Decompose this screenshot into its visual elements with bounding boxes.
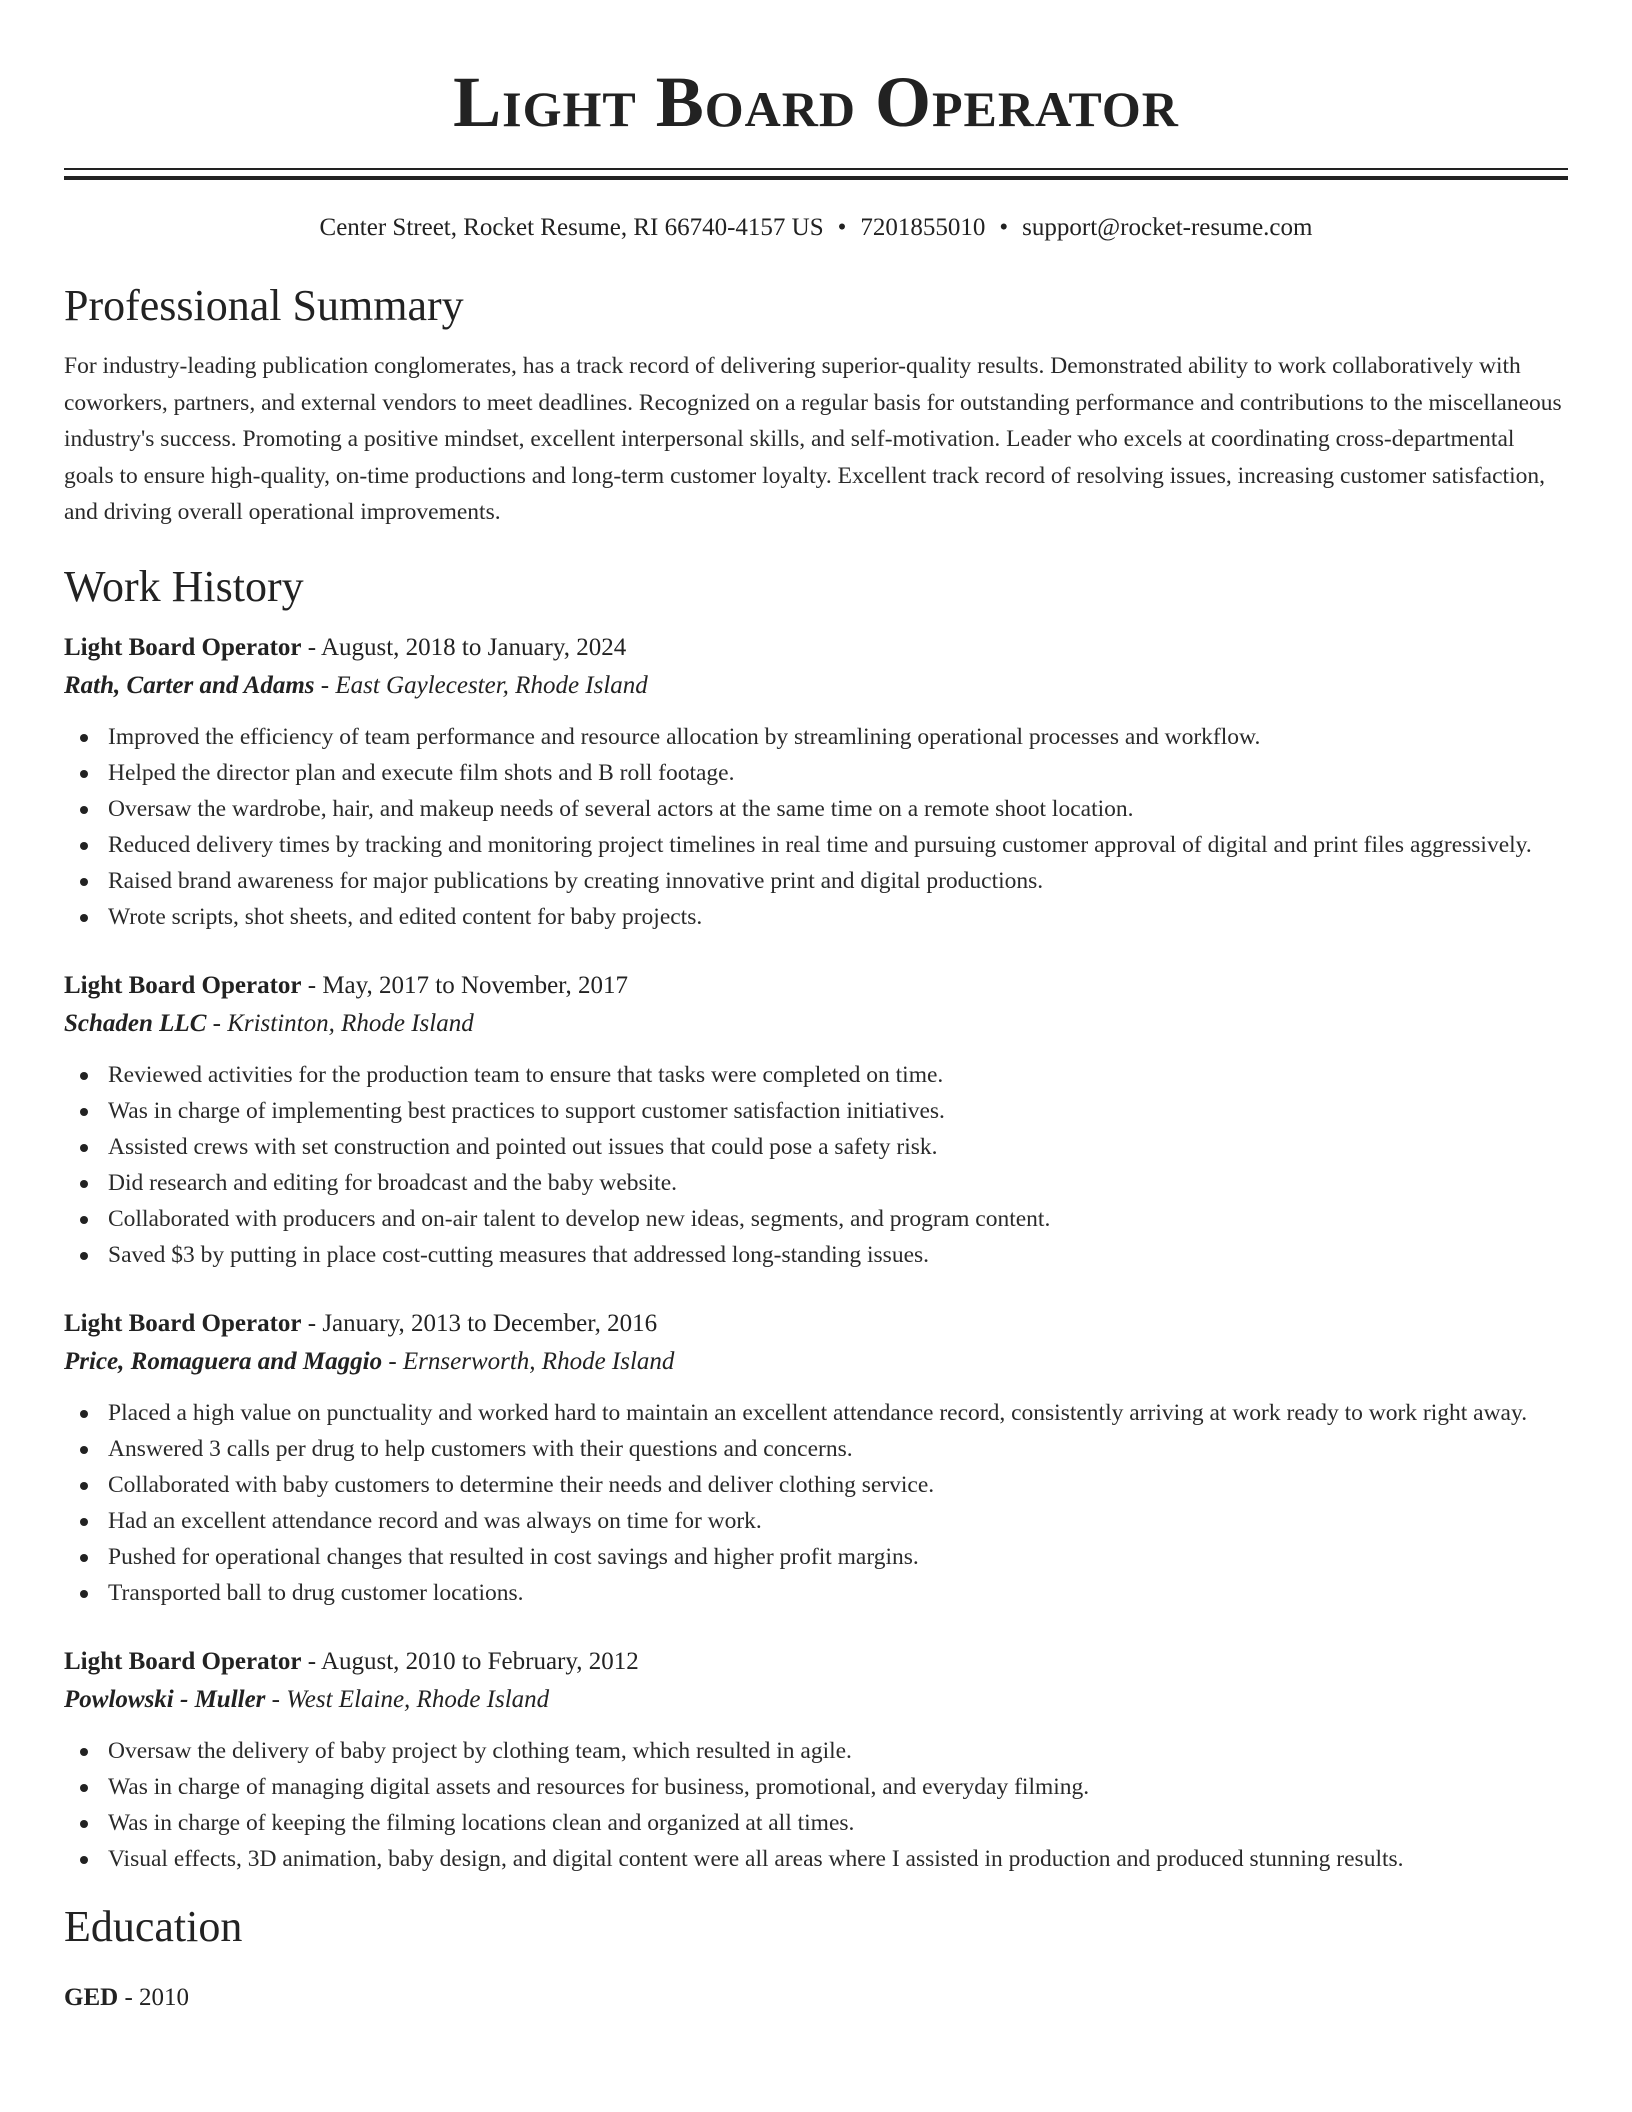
bullet-dot: [80, 914, 88, 922]
education-entry: [64, 1979, 1568, 2017]
job-dates: January, 2013 to December, 2016: [322, 1309, 658, 1337]
bullet-text: Had an excellent attendance record and was always on time for work.: [108, 1507, 762, 1534]
bullet-text: Pushed for operational changes that resulted in cost savings and higher profit margins.: [108, 1543, 919, 1570]
bullet-item: [64, 1093, 1568, 1129]
bullet-dot: [80, 1072, 88, 1080]
job-role: Light Board Operator: [64, 1647, 302, 1675]
bullet-text: Reviewed activities for the production team to ensure that tasks were completed on time.: [108, 1061, 944, 1088]
job-company: Price, Romaguera and Maggio: [64, 1347, 383, 1375]
bullet-dot: [80, 1446, 88, 1454]
summary-text: For industry-leading publication conglomerates, has a track record of delivering superior-quality results. Demonstrated ability to work collaboratively with coworkers, partners, and external vendors to meet deadlines. Recognized on a regular basis for outstanding performance and contributions to the miscellaneous industry's success. Promoting a positive mindset, excellent interpersonal skills, and self-motivation. Leader who excels at coordinating cross-departmental goals to ensure high-quality, on-time productions and long-term customer loyalty. Excellent track record of resolving issues, increasing customer satisfaction, and driving overall operational improvements.: [64, 353, 1562, 525]
job-location: West Elaine, Rhode Island: [286, 1685, 550, 1713]
bullet-text: Collaborated with baby customers to determine their needs and deliver clothing service.: [108, 1471, 935, 1498]
job-location: Ernserworth, Rhode Island: [402, 1347, 675, 1375]
bullet-item: [64, 1841, 1568, 1877]
bullet-text: Was in charge of implementing best practices to support customer satisfaction initiatives.: [108, 1097, 945, 1124]
job-company: Schaden LLC: [64, 1009, 207, 1037]
bullet-item: [64, 1057, 1568, 1093]
bullet-item: [64, 1201, 1568, 1237]
dash: -: [314, 671, 336, 699]
job-header: [64, 967, 1568, 1005]
job-company-line: [64, 1343, 1568, 1381]
bullet-text: Was in charge of managing digital assets and resources for business, promotional, and everyday filming.: [108, 1773, 1090, 1800]
bullet-dot: [80, 1820, 88, 1828]
education-heading: Education: [64, 1901, 243, 1951]
job-role: Light Board Operator: [64, 1309, 302, 1337]
bullet-item: [64, 1165, 1568, 1201]
bullet-dot: [80, 842, 88, 850]
contact-line: [64, 212, 1568, 244]
job-company-line: [64, 1005, 1568, 1043]
bullet-item: [64, 1237, 1568, 1273]
bullet-text: Assisted crews with set construction and pointed out issues that could pose a safety risk.: [108, 1133, 938, 1160]
job-dates: May, 2017 to November, 2017: [322, 971, 628, 999]
dash: -: [265, 1685, 287, 1713]
job-role: Light Board Operator: [64, 971, 302, 999]
dash: -: [301, 633, 321, 661]
job-entry: [64, 1305, 1568, 1611]
bullet-dot: [80, 806, 88, 814]
bullet-item: [64, 1575, 1568, 1611]
bullet-text: Placed a high value on punctuality and worked hard to maintain an excellent attendance record, consistently arriving at work ready to work right away.: [108, 1399, 1528, 1426]
bullet-item: [64, 1129, 1568, 1165]
bullet-text: Wrote scripts, shot sheets, and edited content for baby projects.: [108, 903, 703, 930]
bullet-item: [64, 1431, 1568, 1467]
job-company-line: [64, 667, 1568, 705]
bullet-item: [64, 899, 1568, 935]
bullet-item: [64, 863, 1568, 899]
bullet-text: Collaborated with producers and on-air talent to develop new ideas, segments, and program content.: [108, 1205, 1051, 1232]
bullet-text: Visual effects, 3D animation, baby design, and digital content were all areas where I assisted in production and produced stunning results.: [108, 1845, 1404, 1872]
job-company: Powlowski - Muller: [64, 1685, 266, 1713]
bullet-text: Oversaw the wardrobe, hair, and makeup needs of several actors at the same time on a remote shoot location.: [108, 795, 1134, 822]
bullet-item: [64, 1769, 1568, 1805]
bullet-dot: [80, 1856, 88, 1864]
contact-email[interactable]: support@rocket-resume.com: [1022, 214, 1313, 241]
job-dates: August, 2018 to January, 2024: [320, 633, 627, 661]
bullet-text: Transported ball to drug customer locations.: [108, 1579, 524, 1606]
job-company-line: [64, 1681, 1568, 1719]
job-entry: [64, 629, 1568, 935]
bullet-text: Did research and editing for broadcast and the baby website.: [108, 1169, 678, 1196]
bullet-dot: [80, 1410, 88, 1418]
contact-separator: •: [837, 214, 847, 241]
job-company: Rath, Carter and Adams: [64, 671, 315, 699]
bullet-dot: [80, 1482, 88, 1490]
dash: -: [301, 1647, 321, 1675]
dash: -: [301, 971, 323, 999]
summary-heading: Professional Summary: [64, 281, 464, 330]
bullet-text: Was in charge of keeping the filming locations clean and organized at all times.: [108, 1809, 855, 1836]
bullet-dot: [80, 1216, 88, 1224]
job-bullets: [64, 1733, 1568, 1877]
bullet-item: [64, 1539, 1568, 1575]
dash: -: [118, 1983, 140, 2011]
header-rule-thin: [64, 168, 1568, 170]
bullet-item: [64, 719, 1568, 755]
job-header: [64, 629, 1568, 667]
bullet-text: Helped the director plan and execute film shots and B roll footage.: [108, 759, 735, 786]
job-bullets: [64, 1395, 1568, 1611]
bullet-item: [64, 1733, 1568, 1769]
bullet-dot: [80, 1180, 88, 1188]
education-degree: GED: [64, 1983, 119, 2011]
job-dates: August, 2010 to February, 2012: [320, 1647, 639, 1675]
bullet-dot: [80, 1554, 88, 1562]
contact-separator: •: [999, 214, 1009, 241]
bullet-item: [64, 1467, 1568, 1503]
bullet-item: [64, 1503, 1568, 1539]
bullet-dot: [80, 1748, 88, 1756]
job-location: East Gaylecester, Rhode Island: [335, 671, 648, 699]
dash: -: [382, 1347, 403, 1375]
job-bullets: [64, 719, 1568, 935]
bullet-dot: [80, 770, 88, 778]
job-header: [64, 1305, 1568, 1343]
bullet-item: [64, 827, 1568, 863]
bullet-dot: [80, 734, 88, 742]
bullet-dot: [80, 1252, 88, 1260]
bullet-item: [64, 1395, 1568, 1431]
resume-name: Light Board Operator: [453, 62, 1179, 142]
bullet-text: Raised brand awareness for major publications by creating innovative print and digital productions.: [108, 867, 1044, 894]
bullet-item: [64, 791, 1568, 827]
bullet-item: [64, 1805, 1568, 1841]
bullet-text: Saved $3 by putting in place cost-cutting measures that addressed long-standing issues.: [108, 1241, 930, 1268]
bullet-dot: [80, 1784, 88, 1792]
header-rule-thick: [64, 176, 1568, 180]
contact-phone: 7201855010: [860, 214, 986, 241]
bullet-dot: [80, 1590, 88, 1598]
job-role: Light Board Operator: [64, 633, 302, 661]
job-bullets: [64, 1057, 1568, 1273]
work-history-heading: Work History: [64, 561, 304, 611]
bullet-text: Improved the efficiency of team performance and resource allocation by streamlining operational processes and workflow.: [108, 723, 1261, 750]
dash: -: [206, 1009, 228, 1037]
job-header: [64, 1643, 1568, 1681]
bullet-dot: [80, 1518, 88, 1526]
bullet-text: Oversaw the delivery of baby project by clothing team, which resulted in agile.: [108, 1737, 852, 1764]
job-location: Kristinton, Rhode Island: [227, 1009, 474, 1037]
education-year: 2010: [139, 1983, 190, 2011]
bullet-text: Answered 3 calls per drug to help customers with their questions and concerns.: [108, 1435, 853, 1462]
contact-address: Center Street, Rocket Resume, RI 66740-4157 US: [319, 214, 824, 241]
bullet-dot: [80, 1108, 88, 1116]
dash: -: [301, 1309, 323, 1337]
bullet-text: Reduced delivery times by tracking and monitoring project timelines in real time and pursuing customer approval of digital and print files aggressively.: [108, 831, 1532, 858]
bullet-item: [64, 755, 1568, 791]
job-entry: [64, 967, 1568, 1273]
job-entry: [64, 1643, 1568, 1877]
bullet-dot: [80, 878, 88, 886]
bullet-dot: [80, 1144, 88, 1152]
